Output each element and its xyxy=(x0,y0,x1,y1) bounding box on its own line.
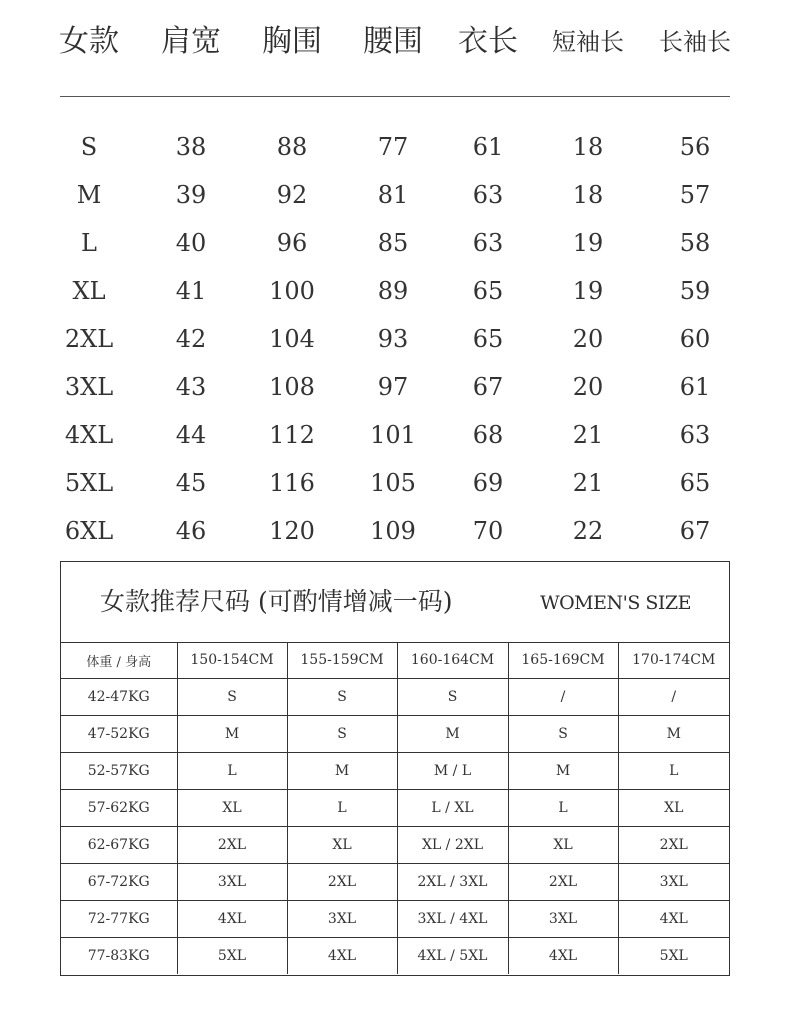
recommendation-row xyxy=(61,753,729,790)
size-cell-shoulder-width: 44 xyxy=(175,421,207,449)
recommended-size: 2XL xyxy=(287,864,397,901)
size-cell-length: 65 xyxy=(472,277,504,305)
recommendation-row xyxy=(61,716,729,753)
size-cell-size-label: XL xyxy=(72,277,106,305)
header-long-sleeve: 长袖长 xyxy=(659,28,731,56)
header-bust: 胸围 xyxy=(262,24,322,59)
size-cell-waist: 93 xyxy=(377,325,409,353)
corner-label: 体重 / 身高 xyxy=(61,642,177,679)
recommended-size: 3XL / 4XL xyxy=(397,901,508,938)
header-shoulder-width: 肩宽 xyxy=(161,24,221,59)
recommended-size: 4XL xyxy=(177,901,287,938)
size-row xyxy=(0,323,790,371)
recommended-size: L xyxy=(508,790,618,827)
recommended-size: L xyxy=(287,790,397,827)
recommended-size: M xyxy=(397,716,508,753)
size-cell-shoulder-width: 46 xyxy=(175,517,207,545)
size-cell-waist: 85 xyxy=(377,229,409,257)
size-cell-length: 70 xyxy=(472,517,504,545)
recommended-size: 4XL xyxy=(287,938,397,975)
recommended-size: XL xyxy=(177,790,287,827)
size-cell-long-sleeve: 57 xyxy=(679,181,711,209)
recommended-size: S xyxy=(287,716,397,753)
size-row xyxy=(0,227,790,275)
size-row xyxy=(0,371,790,419)
recommended-size: 4XL / 5XL xyxy=(397,938,508,975)
size-cell-long-sleeve: 65 xyxy=(679,469,711,497)
size-cell-length: 63 xyxy=(472,181,504,209)
recommendation-title-en: WOMEN'S SIZE xyxy=(540,592,691,614)
recommendation-row xyxy=(61,938,729,975)
weight-range: 47-52KG xyxy=(61,716,177,753)
recommendation-table xyxy=(61,642,729,974)
size-row xyxy=(0,467,790,515)
size-cell-size-label: M xyxy=(76,181,102,209)
recommendation-title: 女款推荐尺码 (可酌情增减一码) xyxy=(100,587,453,616)
size-cell-short-sleeve: 18 xyxy=(572,133,604,161)
recommended-size: S xyxy=(397,679,508,716)
height-column-header: 160-164CM xyxy=(397,642,508,679)
recommended-size: 3XL xyxy=(287,901,397,938)
recommended-size: M xyxy=(287,753,397,790)
recommended-size: S xyxy=(177,679,287,716)
size-cell-length: 61 xyxy=(472,133,504,161)
recommended-size: XL xyxy=(508,827,618,864)
recommendation-row xyxy=(61,901,729,938)
size-cell-long-sleeve: 63 xyxy=(679,421,711,449)
weight-range: 72-77KG xyxy=(61,901,177,938)
recommended-size: 3XL xyxy=(618,864,729,901)
size-cell-bust: 112 xyxy=(269,421,315,449)
size-cell-shoulder-width: 43 xyxy=(175,373,207,401)
size-cell-bust: 92 xyxy=(276,181,308,209)
weight-range: 42-47KG xyxy=(61,679,177,716)
size-cell-waist: 109 xyxy=(370,517,416,545)
recommended-size: 2XL xyxy=(508,864,618,901)
size-cell-size-label: L xyxy=(81,229,97,257)
size-cell-shoulder-width: 40 xyxy=(175,229,207,257)
size-cell-bust: 96 xyxy=(276,229,308,257)
recommended-size: S xyxy=(508,716,618,753)
size-cell-short-sleeve: 20 xyxy=(572,325,604,353)
size-cell-long-sleeve: 60 xyxy=(679,325,711,353)
recommended-size: 3XL xyxy=(508,901,618,938)
size-cell-long-sleeve: 59 xyxy=(679,277,711,305)
size-cell-waist: 101 xyxy=(370,421,416,449)
recommended-size: 5XL xyxy=(618,938,729,975)
size-cell-length: 65 xyxy=(472,325,504,353)
recommendation-table-box xyxy=(60,561,730,976)
size-cell-length: 69 xyxy=(472,469,504,497)
recommended-size: M xyxy=(618,716,729,753)
recommended-size: 4XL xyxy=(508,938,618,975)
recommendation-table-body xyxy=(61,679,729,975)
size-cell-length: 63 xyxy=(472,229,504,257)
header-length: 衣长 xyxy=(458,24,518,59)
recommendation-header-row xyxy=(61,642,729,679)
size-cell-shoulder-width: 39 xyxy=(175,181,207,209)
size-cell-short-sleeve: 18 xyxy=(572,181,604,209)
weight-range: 57-62KG xyxy=(61,790,177,827)
recommended-size: L xyxy=(618,753,729,790)
recommendation-row xyxy=(61,864,729,901)
recommendation-title-bar xyxy=(61,562,729,643)
size-cell-size-label: 4XL xyxy=(64,421,114,449)
size-cell-size-label: 6XL xyxy=(64,517,114,545)
size-cell-short-sleeve: 21 xyxy=(572,421,604,449)
size-row xyxy=(0,515,790,563)
size-cell-long-sleeve: 56 xyxy=(679,133,711,161)
weight-range: 77-83KG xyxy=(61,938,177,975)
size-cell-shoulder-width: 42 xyxy=(175,325,207,353)
size-cell-bust: 108 xyxy=(269,373,315,401)
recommended-size: XL xyxy=(618,790,729,827)
size-row xyxy=(0,131,790,179)
size-cell-bust: 116 xyxy=(269,469,315,497)
recommendation-row xyxy=(61,827,729,864)
recommended-size: 5XL xyxy=(177,938,287,975)
size-row xyxy=(0,275,790,323)
size-cell-waist: 97 xyxy=(377,373,409,401)
size-cell-waist: 81 xyxy=(377,181,409,209)
recommendation-row xyxy=(61,790,729,827)
size-cell-short-sleeve: 22 xyxy=(572,517,604,545)
recommendation-row xyxy=(61,679,729,716)
size-cell-bust: 104 xyxy=(269,325,315,353)
recommended-size: M xyxy=(177,716,287,753)
recommended-size: 4XL xyxy=(618,901,729,938)
size-cell-waist: 77 xyxy=(377,133,409,161)
size-cell-long-sleeve: 61 xyxy=(679,373,711,401)
recommended-size: 2XL xyxy=(177,827,287,864)
recommended-size: XL / 2XL xyxy=(397,827,508,864)
size-cell-length: 67 xyxy=(472,373,504,401)
size-cell-size-label: 5XL xyxy=(64,469,114,497)
recommended-size: / xyxy=(618,679,729,716)
recommended-size: M xyxy=(508,753,618,790)
recommended-size: 3XL xyxy=(177,864,287,901)
size-cell-short-sleeve: 19 xyxy=(572,277,604,305)
height-column-header: 170-174CM xyxy=(618,642,729,679)
size-cell-shoulder-width: 41 xyxy=(175,277,207,305)
size-cell-waist: 105 xyxy=(370,469,416,497)
size-cell-bust: 88 xyxy=(276,133,308,161)
height-column-header: 150-154CM xyxy=(177,642,287,679)
weight-range: 62-67KG xyxy=(61,827,177,864)
recommended-size: S xyxy=(287,679,397,716)
size-cell-short-sleeve: 19 xyxy=(572,229,604,257)
size-cell-shoulder-width: 38 xyxy=(175,133,207,161)
header-women: 女款 xyxy=(59,24,119,59)
size-cell-short-sleeve: 21 xyxy=(572,469,604,497)
size-chart-header xyxy=(0,22,790,62)
weight-range: 52-57KG xyxy=(61,753,177,790)
header-divider xyxy=(60,96,730,97)
size-cell-shoulder-width: 45 xyxy=(175,469,207,497)
size-cell-long-sleeve: 58 xyxy=(679,229,711,257)
size-cell-length: 68 xyxy=(472,421,504,449)
recommended-size: L xyxy=(177,753,287,790)
height-column-header: 155-159CM xyxy=(287,642,397,679)
size-row xyxy=(0,179,790,227)
recommended-size: 2XL / 3XL xyxy=(397,864,508,901)
size-cell-size-label: 3XL xyxy=(64,373,114,401)
recommended-size: M / L xyxy=(397,753,508,790)
recommended-size: L / XL xyxy=(397,790,508,827)
header-waist: 腰围 xyxy=(363,24,423,59)
size-cell-bust: 100 xyxy=(269,277,315,305)
weight-range: 67-72KG xyxy=(61,864,177,901)
size-cell-short-sleeve: 20 xyxy=(572,373,604,401)
size-row xyxy=(0,419,790,467)
recommended-size: / xyxy=(508,679,618,716)
height-column-header: 165-169CM xyxy=(508,642,618,679)
header-short-sleeve: 短袖长 xyxy=(552,28,624,56)
recommended-size: 2XL xyxy=(618,827,729,864)
size-cell-size-label: 2XL xyxy=(64,325,114,353)
size-cell-waist: 89 xyxy=(377,277,409,305)
recommended-size: XL xyxy=(287,827,397,864)
size-cell-size-label: S xyxy=(80,133,98,161)
size-cell-long-sleeve: 67 xyxy=(679,517,711,545)
size-cell-bust: 120 xyxy=(269,517,315,545)
